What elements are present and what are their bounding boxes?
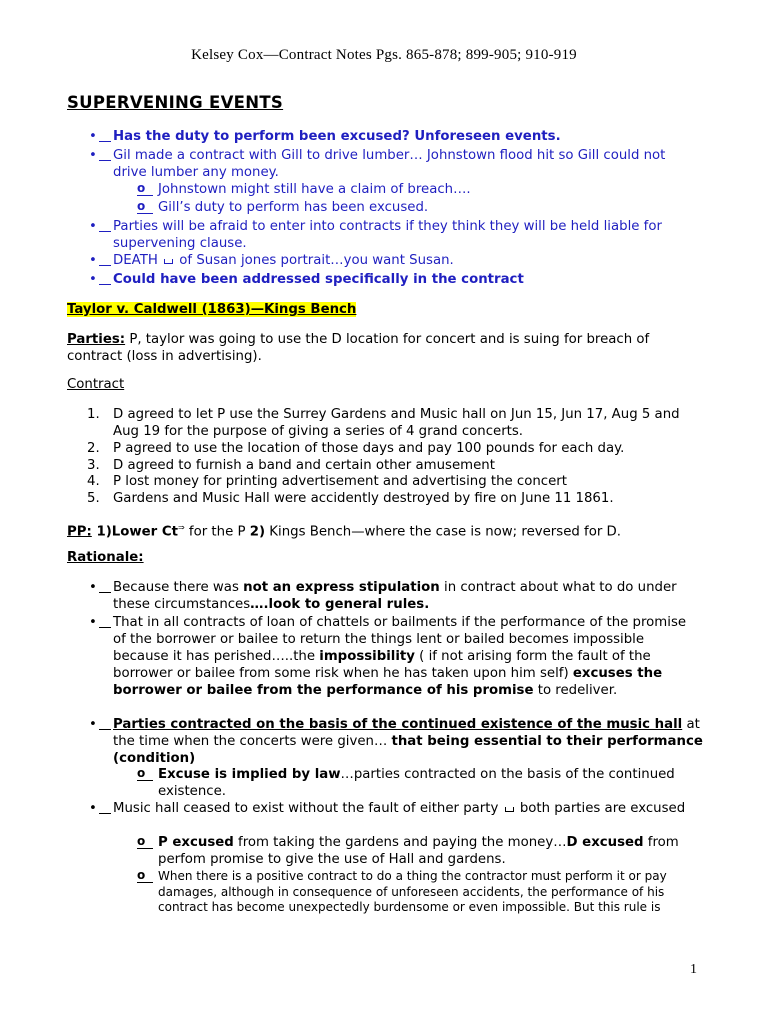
sub-list-item: When there is a positive contract to do a thing the contractor must perform it or pay damages, although in consequence of unforeseen accidents, the performance of his contract has become unexpectedly burdensome or even impossible. But this rule is bbox=[158, 869, 667, 914]
list-number: 1. bbox=[87, 407, 100, 422]
case-title: Taylor v. Caldwell (1863)—Kings Bench bbox=[67, 302, 357, 317]
list-item: That in all contracts of loan of chattels or bailments if the performance of the promise of the borrower or bailee to return the things lent or bailed becomes impossible because it has perished…..the impossibility ( if not arising form the fault of the borrower or bailee from some risk when he has taken upon him self) excuses the borrower or bailee from the performance of his promise to redeliver. bbox=[113, 615, 687, 698]
sub-list-item: Johnstown might still have a claim of breach…. bbox=[158, 182, 471, 197]
list-item: Has the duty to perform been excused? Unforeseen events. bbox=[113, 129, 561, 144]
rationale-heading: Rationale: bbox=[67, 550, 144, 565]
sub-list-item: P excused from taking the gardens and paying the money…D excused from perfom promise to give the use of Hall and gardens. bbox=[158, 835, 679, 867]
list-number: 3. bbox=[87, 458, 100, 473]
list-item: Gil made a contract with Gill to drive lumber… Johnstown flood hit so Gill could not drive lumber any money. bbox=[113, 148, 666, 180]
superscript-arrow-icon: ⇒ bbox=[177, 523, 185, 532]
page-header: Kelsey Cox—Contract Notes Pgs. 865-878; 899-905; 910-919 bbox=[191, 47, 577, 63]
parties-paragraph: Parties: P, taylor was going to use the D location for concert and is suing for breach of contract (loss in advertising). bbox=[67, 332, 650, 364]
procedural-posture: PP: 1)Lower Ct⇒ for the P 2) Kings Bench—where the case is now; reversed for D. bbox=[67, 523, 622, 540]
placeholder-box-icon bbox=[505, 807, 514, 812]
list-item: DEATH of Susan jones portrait…you want Susan. bbox=[113, 253, 454, 268]
list-item: Could have been addressed specifically in the contract bbox=[113, 272, 524, 287]
page-number: 1 bbox=[690, 962, 697, 977]
sub-list-item: Gill’s duty to perform has been excused. bbox=[158, 200, 429, 215]
list-item: P lost money for printing advertisement and advertising the concert bbox=[113, 474, 567, 489]
sub-list-item: Excuse is implied by law…parties contracted on the basis of the continued existence. bbox=[158, 767, 675, 799]
list-number: 2. bbox=[87, 441, 100, 456]
list-item: Gardens and Music Hall were accidently destroyed by fire on June 11 1861. bbox=[113, 491, 614, 506]
list-item: P agreed to use the location of those days and pay 100 pounds for each day. bbox=[113, 441, 625, 456]
list-number: 4. bbox=[87, 474, 100, 489]
list-item: Parties will be afraid to enter into contracts if they think they will be held liable for supervening clause. bbox=[113, 219, 662, 251]
list-item: D agreed to let P use the Surrey Gardens and Music hall on Jun 15, Jun 17, Aug 5 and Aug 19 for the purpose of giving a series of 4 grand concerts. bbox=[113, 407, 680, 439]
placeholder-box-icon bbox=[164, 259, 173, 264]
list-item: Music hall ceased to exist without the fault of either party both parties are excused bbox=[113, 801, 686, 816]
list-item: Because there was not an express stipulation in contract about what to do under these circumstances….look to general rules. bbox=[113, 580, 677, 612]
list-number: 5. bbox=[87, 491, 100, 506]
list-item: Parties contracted on the basis of the continued existence of the music hall at the time when the concerts were given… that being essential to their performance (condition) bbox=[113, 717, 703, 766]
list-item: D agreed to furnish a band and certain other amusement bbox=[113, 458, 495, 473]
contract-heading: Contract bbox=[67, 377, 125, 392]
section-title: SUPERVENING EVENTS bbox=[67, 93, 284, 112]
